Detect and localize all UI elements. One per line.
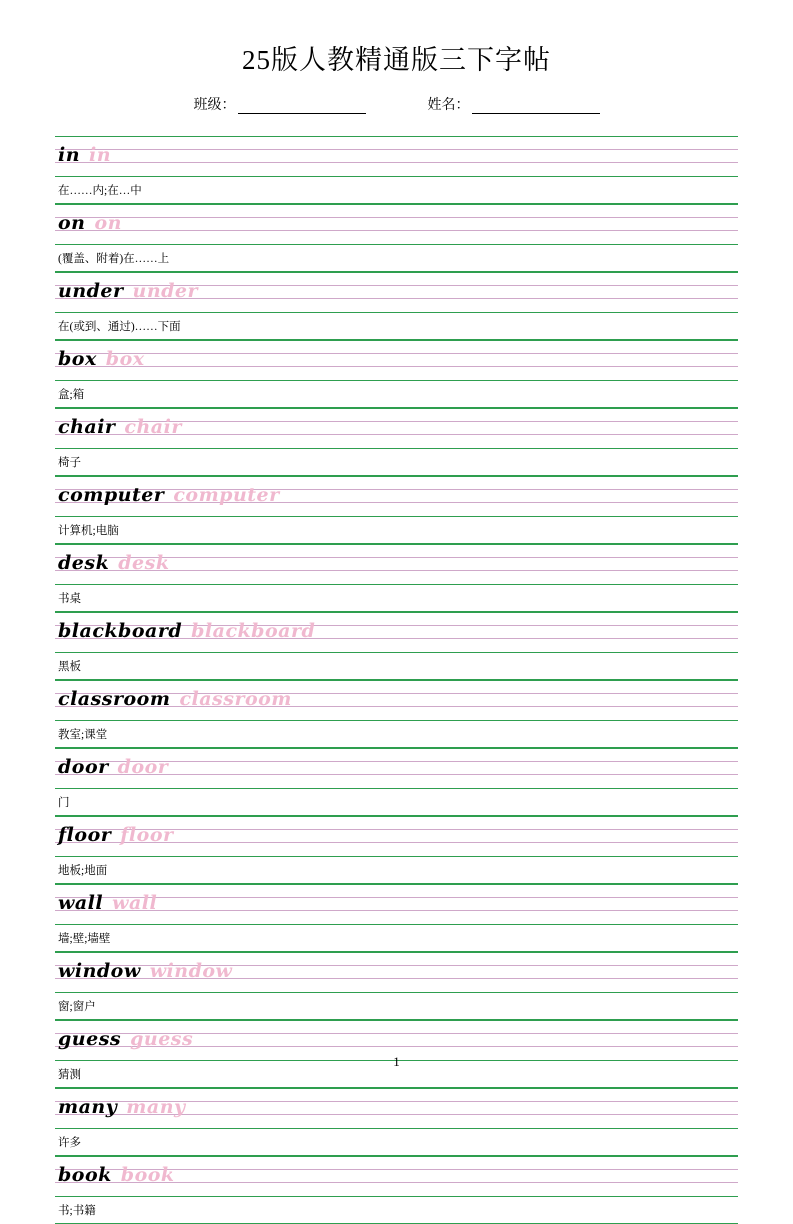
staff-line [55,353,738,354]
translation-row [55,1197,738,1224]
word-sample: desk [58,552,110,574]
staff-line [55,544,738,545]
name-label: 姓名： [427,98,470,113]
word-line [58,1090,186,1124]
translation-row [55,1129,738,1156]
word-line [58,410,182,444]
translation-text: 计算机;电脑 [58,525,119,537]
staff-line [55,162,738,163]
translation-row [55,313,738,340]
page-title: 25版人教精通版三下字帖 [242,45,551,75]
staff-line [55,680,738,681]
translation-text: 书桌 [58,593,81,605]
word-entry [55,816,738,884]
word-line [58,682,292,716]
writing-staff[interactable] [55,1088,738,1129]
class-label: 班级： [193,98,236,113]
translation-text: 盒;箱 [58,389,85,401]
word-trace[interactable]: many [126,1096,186,1118]
translation-row [55,993,738,1020]
translation-row [55,857,738,884]
translation-row [55,721,738,748]
staff-line [55,149,738,150]
word-entry [55,1088,738,1156]
word-trace[interactable]: door [117,756,169,778]
word-trace[interactable]: box [105,348,145,370]
word-entry [55,136,738,204]
writing-staff[interactable] [55,680,738,721]
word-entry [55,884,738,952]
translation-row [55,177,738,204]
word-sample: in [58,144,81,166]
meta-row [0,94,793,114]
word-line [58,274,198,308]
word-trace[interactable]: guess [130,1028,194,1050]
translation-text: 窗;窗户 [58,1001,96,1013]
word-entry [55,952,738,1020]
word-line [58,138,111,172]
translation-row [55,381,738,408]
word-entry [55,748,738,816]
name-field[interactable] [428,94,600,114]
word-line [58,1158,175,1192]
word-trace[interactable]: blackboard [191,620,316,642]
writing-staff[interactable] [55,612,738,653]
staff-line [55,910,738,911]
staff-line [55,897,738,898]
page-number: 1 [393,1054,400,1069]
class-input-blank[interactable] [238,99,366,114]
translation-row [55,517,738,544]
writing-staff[interactable] [55,408,738,449]
word-trace[interactable]: floor [120,824,174,846]
translation-text: 教室;课堂 [58,729,108,741]
staff-line [55,217,738,218]
word-trace[interactable]: on [94,212,122,234]
translation-row [55,245,738,272]
staff-line [55,1156,738,1157]
word-sample: wall [58,892,104,914]
word-line [58,614,315,648]
staff-line [55,230,738,231]
translation-text: 猜测 [58,1069,81,1081]
writing-staff[interactable] [55,1156,738,1197]
word-entry [55,476,738,544]
word-line [58,886,157,920]
word-entry [55,680,738,748]
word-sample: computer [58,484,165,506]
name-input-blank[interactable] [472,99,600,114]
translation-row [55,653,738,680]
writing-staff[interactable] [55,884,738,925]
word-trace[interactable]: wall [112,892,158,914]
word-trace[interactable]: under [132,280,199,302]
word-line [58,206,122,240]
staff-line [55,136,738,137]
translation-row [55,789,738,816]
word-entry [55,340,738,408]
word-line [58,818,174,852]
word-line [58,750,168,784]
word-sample: door [58,756,109,778]
translation-text: 许多 [58,1137,81,1149]
translation-row [55,925,738,952]
writing-staff[interactable] [55,544,738,585]
word-entry [55,612,738,680]
writing-staff[interactable] [55,476,738,517]
staff-line [55,1020,738,1021]
translation-text: 墙;壁;墙壁 [58,933,111,945]
writing-staff[interactable] [55,748,738,789]
word-entry [55,1156,738,1224]
word-trace[interactable]: classroom [179,688,292,710]
word-sample: window [58,960,141,982]
word-trace[interactable]: in [89,144,112,166]
word-entry [55,272,738,340]
translation-text: 椅子 [58,457,81,469]
word-sample: book [58,1164,112,1186]
word-sample: chair [58,416,116,438]
translation-row [55,449,738,476]
translation-text: (覆盖、附着)在……上 [58,253,170,265]
staff-line [55,340,738,341]
writing-staff[interactable] [55,952,738,993]
staff-line [55,816,738,817]
staff-line [55,366,738,367]
word-sample: many [58,1096,118,1118]
word-line [58,954,232,988]
translation-text: 黑板 [58,661,81,673]
writing-staff[interactable] [55,272,738,313]
translation-text: 地板;地面 [58,865,108,877]
translation-row [55,585,738,612]
word-trace[interactable]: window [149,960,233,982]
word-trace[interactable]: chair [124,416,182,438]
staff-line [55,952,738,953]
staff-line [55,272,738,273]
staff-line [55,204,738,205]
word-entry [55,204,738,272]
staff-line [55,408,738,409]
writing-staff[interactable] [55,136,738,177]
word-line [58,478,280,512]
word-sample: floor [58,824,112,846]
word-sample: guess [58,1028,122,1050]
staff-line [55,476,738,477]
translation-text: 书;书籍 [58,1205,96,1217]
word-trace[interactable]: computer [173,484,280,506]
word-line [58,342,145,376]
staff-line [55,1088,738,1089]
staff-line [55,748,738,749]
class-field[interactable] [194,94,366,114]
word-line [58,1022,193,1056]
staff-line [55,612,738,613]
word-sample: under [58,280,124,302]
writing-staff[interactable] [55,816,738,857]
word-entry [55,544,738,612]
staff-line [55,884,738,885]
word-sample: blackboard [58,620,183,642]
writing-staff[interactable] [55,340,738,381]
translation-text: 在(或到、通过)……下面 [58,321,181,333]
translation-text: 门 [58,797,70,809]
writing-staff[interactable] [55,204,738,245]
word-entry [55,408,738,476]
word-sample: on [58,212,86,234]
word-line [58,546,170,580]
word-trace[interactable]: desk [118,552,170,574]
translation-text: 在……内;在…中 [58,185,142,197]
word-sample: classroom [58,688,171,710]
word-sample: box [58,348,97,370]
word-trace[interactable]: book [120,1164,175,1186]
